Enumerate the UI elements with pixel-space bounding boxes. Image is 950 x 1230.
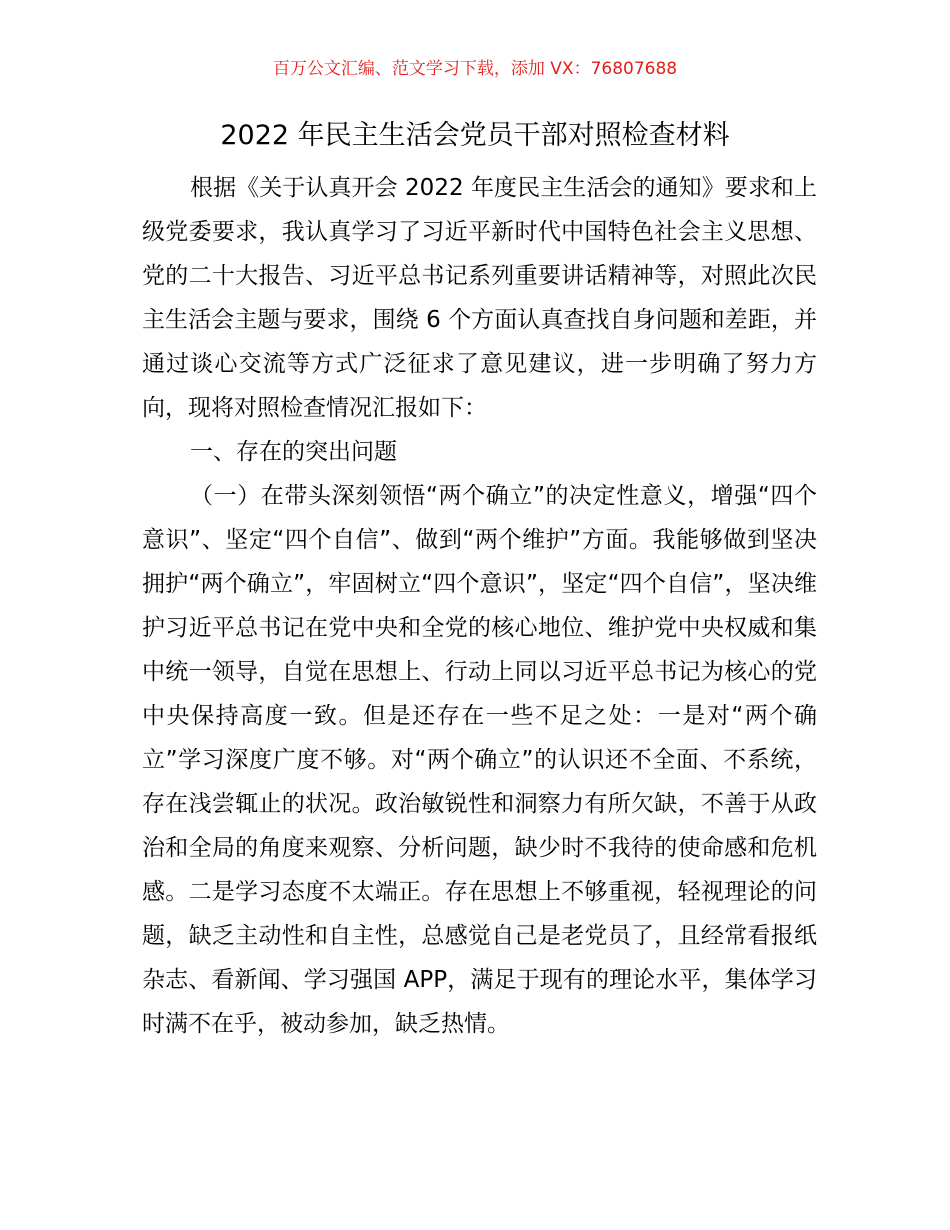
section-heading: 一、存在的突出问题 <box>190 439 397 465</box>
document-title: 2022 年民主生活会党员干部对照检查材料 <box>220 120 730 151</box>
intro-paragraph: 根据《关于认真开会 2022 年度民主生活会的通知》要求和上级党委要求，我认真学习了习近平新时代中国特色社会主义思想、党的二十大报告、习近平总书记系列重要讲话精神等，对照此次民主生活会主题与要求，围绕 6 个方面认真查找自身问题和差距，并通过谈心交流等方式广泛征求了意见建议，进一步明确了努力方向，现将对照检查情况汇报如下： <box>142 175 817 421</box>
problem-paragraph: （一）在带头深刻领悟“两个确立”的决定性意义，增强“四个意识”、坚定“四个自信”、做到“两个维护”方面。我能够做到坚决拥护“两个确立”，牢固树立“四个意识”，坚定“四个自信”，坚决维护习近平总书记在党中央和全党的核心地位、维护党中央权威和集中统一领导，自觉在思想上、行动上同以习近平总书记为核心的党中央保持高度一致。但是还存在一些不足之处：一是对“两个确立”学习深度广度不够。对“两个确立”的认识还不全面、不系统，存在浅尝辄止的状况。政治敏锐性和洞察力有所欠缺，不善于从政治和全局的角度来观察、分析问题，缺少时不我待的使命感和危机感。二是学习态度不太端正。存在思想上不够重视，轻视理论的问题，缺乏主动性和自主性，总感觉自己是老党员了，且经常看报纸杂志、看新闻、学习强国 APP，满足于现有的理论水平，集体学习时满不在乎，被动参加，缺乏热情。 <box>142 483 817 1037</box>
header-watermark-note: 百万公文汇编、范文学习下载，添加 VX：76807688 <box>272 59 678 79</box>
document-body <box>142 166 817 1046</box>
